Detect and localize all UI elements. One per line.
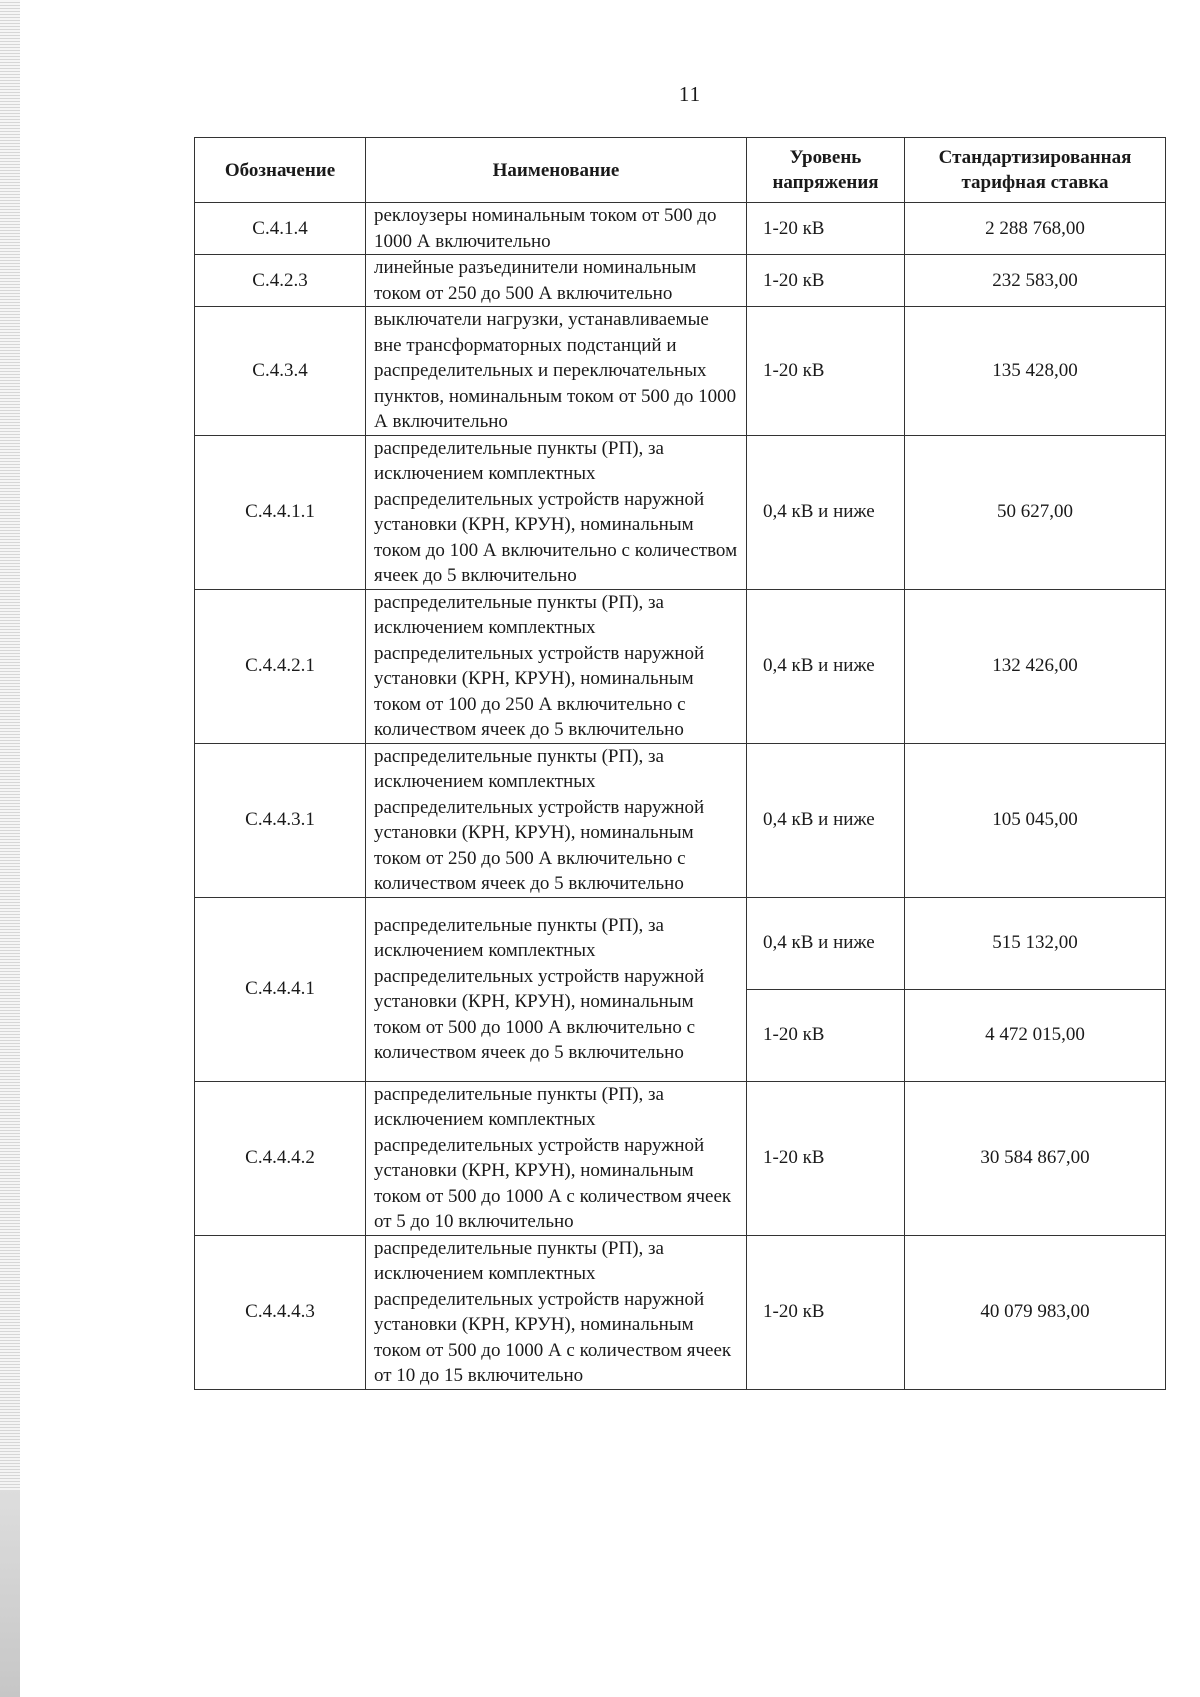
row-voltage-level: 1-20 кВ [747, 203, 905, 255]
row-voltage-level: 1-20 кВ [747, 255, 905, 307]
row-tariff-rate: 515 132,00 [905, 897, 1166, 989]
row-name: распределительные пункты (РП), за исключением комплектных распределительных устройств наружной установки (КРН, КРУН), номинальным током до 100 А включительно с количеством ячеек до 5 включительно [366, 435, 747, 589]
header-rate: Стандартизированная тарифная ставка [905, 138, 1166, 203]
row-voltage-level: 1-20 кВ [747, 989, 905, 1081]
table-header-row [195, 138, 1166, 203]
row-name: распределительные пункты (РП), за исключением комплектных распределительных устройств наружной установки (КРН, КРУН), номинальным током от 500 до 1000 А включительно с количеством ячеек до 5 включительно [366, 897, 747, 1081]
row-name: распределительные пункты (РП), за исключением комплектных распределительных устройств наружной установки (КРН, КРУН), номинальным током от 500 до 1000 А с количеством ячеек от 10 до 15 включительно [366, 1235, 747, 1389]
row-tariff-rate: 232 583,00 [905, 255, 1166, 307]
table-row [195, 1235, 1166, 1389]
row-tariff-rate: 30 584 867,00 [905, 1081, 1166, 1235]
table-row [195, 307, 1166, 436]
row-tariff-rate: 40 079 983,00 [905, 1235, 1166, 1389]
row-tariff-rate: 135 428,00 [905, 307, 1166, 436]
header-name: Наименование [366, 138, 747, 203]
row-tariff-rate: 50 627,00 [905, 435, 1166, 589]
row-tariff-rate: 2 288 768,00 [905, 203, 1166, 255]
row-voltage-level: 0,4 кВ и ниже [747, 743, 905, 897]
row-tariff-rate: 105 045,00 [905, 743, 1166, 897]
row-name: распределительные пункты (РП), за исключением комплектных распределительных устройств наружной установки (КРН, КРУН), номинальным током от 500 до 1000 А с количеством ячеек от 5 до 10 включительно [366, 1081, 747, 1235]
page-number: 11 [678, 82, 702, 106]
table-row [195, 589, 1166, 743]
row-voltage-level: 0,4 кВ и ниже [747, 897, 905, 989]
row-code: С.4.4.4.2 [195, 1081, 366, 1235]
table-row [195, 897, 1166, 989]
row-code: С.4.4.4.3 [195, 1235, 366, 1389]
row-voltage-level: 0,4 кВ и ниже [747, 435, 905, 589]
row-voltage-level: 0,4 кВ и ниже [747, 589, 905, 743]
row-tariff-rate: 132 426,00 [905, 589, 1166, 743]
tariff-table [194, 137, 1166, 1390]
table-row [195, 435, 1166, 589]
table-row [195, 1081, 1166, 1235]
row-code: С.4.4.4.1 [195, 897, 366, 1081]
header-code: Обозначение [195, 138, 366, 203]
row-code: С.4.4.3.1 [195, 743, 366, 897]
row-voltage-level: 1-20 кВ [747, 1081, 905, 1235]
row-code: С.4.4.1.1 [195, 435, 366, 589]
row-voltage-level: 1-20 кВ [747, 1235, 905, 1389]
row-code: С.4.1.4 [195, 203, 366, 255]
row-voltage-level: 1-20 кВ [747, 307, 905, 436]
row-name: линейные разъединители номинальным током от 250 до 500 А включительно [366, 255, 747, 307]
table-row [195, 255, 1166, 307]
row-name: выключатели нагрузки, устанавливаемые вне трансформаторных подстанций и распределительных и переключательных пунктов, номинальным током от 500 до 1000 А включительно [366, 307, 747, 436]
row-code: С.4.2.3 [195, 255, 366, 307]
row-name: распределительные пункты (РП), за исключением комплектных распределительных устройств наружной установки (КРН, КРУН), номинальным током от 100 до 250 А включительно с количеством ячеек до 5 включительно [366, 589, 747, 743]
row-name: реклоузеры номинальным током от 500 до 1000 А включительно [366, 203, 747, 255]
row-code: С.4.3.4 [195, 307, 366, 436]
table-row [195, 203, 1166, 255]
scan-edge-artifact [0, 0, 20, 1697]
row-tariff-rate: 4 472 015,00 [905, 989, 1166, 1081]
table-row [195, 743, 1166, 897]
row-code: С.4.4.2.1 [195, 589, 366, 743]
header-level: Уровень напряжения [747, 138, 905, 203]
row-name: распределительные пункты (РП), за исключением комплектных распределительных устройств наружной установки (КРН, КРУН), номинальным током от 250 до 500 А включительно с количеством ячеек до 5 включительно [366, 743, 747, 897]
